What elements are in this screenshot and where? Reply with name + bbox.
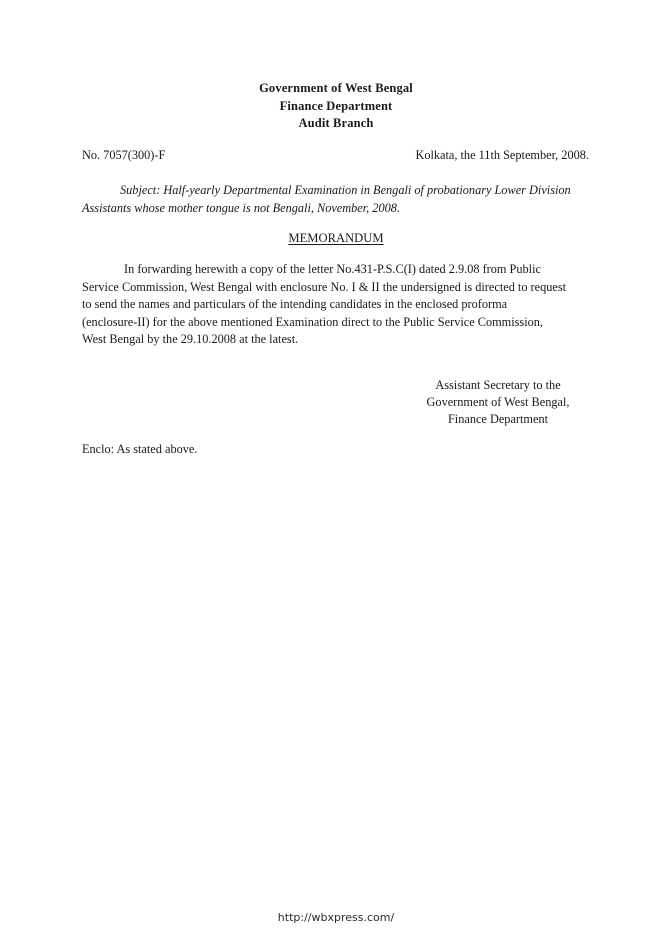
letterhead-line-branch: Audit Branch: [298, 116, 374, 130]
body-line: to send the names and particulars of the intending candidates in the enclosed proforma: [82, 297, 508, 311]
signature-line-government: Government of West Bengal,: [426, 394, 570, 409]
reference-number: No. 7057(300)-F: [82, 148, 166, 162]
signature-line-department: Finance Department: [447, 411, 549, 426]
subject-line: Subject: Half-yearly Departmental Examination in Bengali of probationary Lower Division Assistants whose mother tongue is not Bengali, November, 2008.: [82, 183, 571, 215]
enclosure-note: Enclo: As stated above.: [82, 442, 198, 456]
body-line: (enclosure-II) for the above mentioned Examination direct to the Public Service Commission,: [82, 314, 544, 329]
reference-row: [82, 147, 589, 163]
letterhead-line-government: Government of West Bengal: [259, 81, 413, 95]
memorandum-heading-text: MEMORANDUM: [288, 231, 384, 245]
body-line: West Bengal by the 29.10.2008 at the latest.: [82, 332, 299, 346]
body-line: Service Commission, West Bengal with enclosure No. I & II the undersigned is directed to request: [82, 279, 567, 294]
signature-block: [398, 377, 598, 427]
reference-place-date: Kolkata, the 11th September, 2008.: [415, 148, 589, 162]
body-paragraph: [82, 261, 594, 349]
letterhead: [0, 80, 672, 133]
body-line: In forwarding herewith a copy of the letter No.431-P.S.C(I) dated 2.9.08 from Public: [124, 262, 541, 276]
footer-watermark: http://wbxpress.com/: [277, 911, 395, 924]
signature-line-designation: Assistant Secretary to the: [435, 378, 561, 392]
letterhead-line-department: Finance Department: [279, 98, 393, 113]
memorandum-heading: [0, 230, 672, 246]
